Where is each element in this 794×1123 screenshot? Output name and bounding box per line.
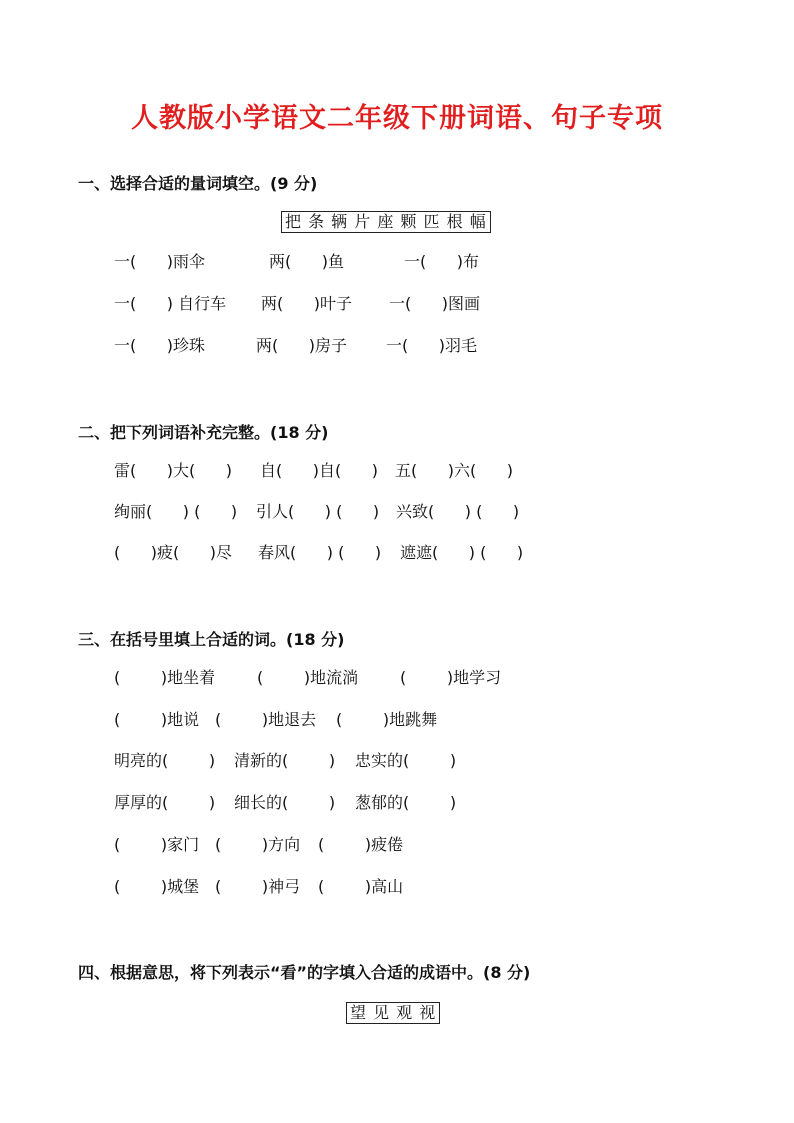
page-title: 人教版小学语文二年级下册词语、句子专项	[131, 103, 663, 134]
blank-item: 一( )珍珠	[114, 336, 206, 355]
blank-item: ( )高山	[318, 877, 404, 896]
blank-item: 清新的( )	[234, 751, 336, 770]
blank-item: ( )疲( )尽	[114, 543, 233, 562]
blank-item: 细长的( )	[234, 793, 336, 812]
blank-item: 厚厚的( )	[114, 793, 216, 812]
blank-item: 葱郁的( )	[355, 793, 457, 812]
blank-item: 忠实的( )	[355, 751, 457, 770]
blank-item: ( )神弓	[215, 877, 301, 896]
blank-item: 春风( ) ( )	[258, 543, 382, 562]
blank-item: 两( )房子	[256, 336, 348, 355]
blank-item: 遮遮( ) ( )	[400, 543, 524, 562]
section-4-heading: 四、根据意思，将下列表示“看”的字填入合适的成语中。(8 分)	[78, 963, 531, 982]
blank-item: 一( ) 自行车	[114, 294, 227, 313]
blank-item: 五( )六( )	[395, 461, 514, 480]
blank-item: ( )地跳舞	[336, 710, 438, 729]
blank-item: ( )地学习	[400, 668, 502, 687]
blank-item: 自( )自( )	[260, 461, 379, 480]
blank-item: 一( )布	[404, 252, 480, 271]
blank-item: ( )家门	[114, 835, 200, 854]
blank-item: ( )地说	[114, 710, 200, 729]
blank-item: ( )地退去	[215, 710, 317, 729]
blank-item: 两( )叶子	[261, 294, 353, 313]
blank-item: 一( )雨伞	[114, 252, 206, 271]
blank-item: ( )疲倦	[318, 835, 404, 854]
blank-item: 引人( ) ( )	[256, 502, 380, 521]
blank-item: 明亮的( )	[114, 751, 216, 770]
blank-item: 兴致( ) ( )	[396, 502, 520, 521]
blank-item: 雷( )大( )	[114, 461, 233, 480]
blank-item: ( )城堡	[114, 877, 200, 896]
section-4-word-bank: 望 见 观 视	[346, 1002, 440, 1024]
blank-item: ( )方向	[215, 835, 301, 854]
blank-item: 绚丽( ) ( )	[114, 502, 238, 521]
blank-item: 一( )图画	[389, 294, 481, 313]
blank-item: 两( )鱼	[269, 252, 345, 271]
blank-item: ( )地坐着	[114, 668, 216, 687]
section-1-heading: 一、选择合适的量词填空。(9 分)	[78, 174, 318, 193]
section-2-heading: 二、把下列词语补充完整。(18 分)	[78, 423, 329, 442]
section-3-heading: 三、在括号里填上合适的词。(18 分)	[78, 630, 345, 649]
blank-item: 一( )羽毛	[386, 336, 478, 355]
section-1-word-bank: 把 条 辆 片 座 颗 匹 根 幅	[281, 211, 491, 233]
blank-item: ( )地流淌	[257, 668, 359, 687]
